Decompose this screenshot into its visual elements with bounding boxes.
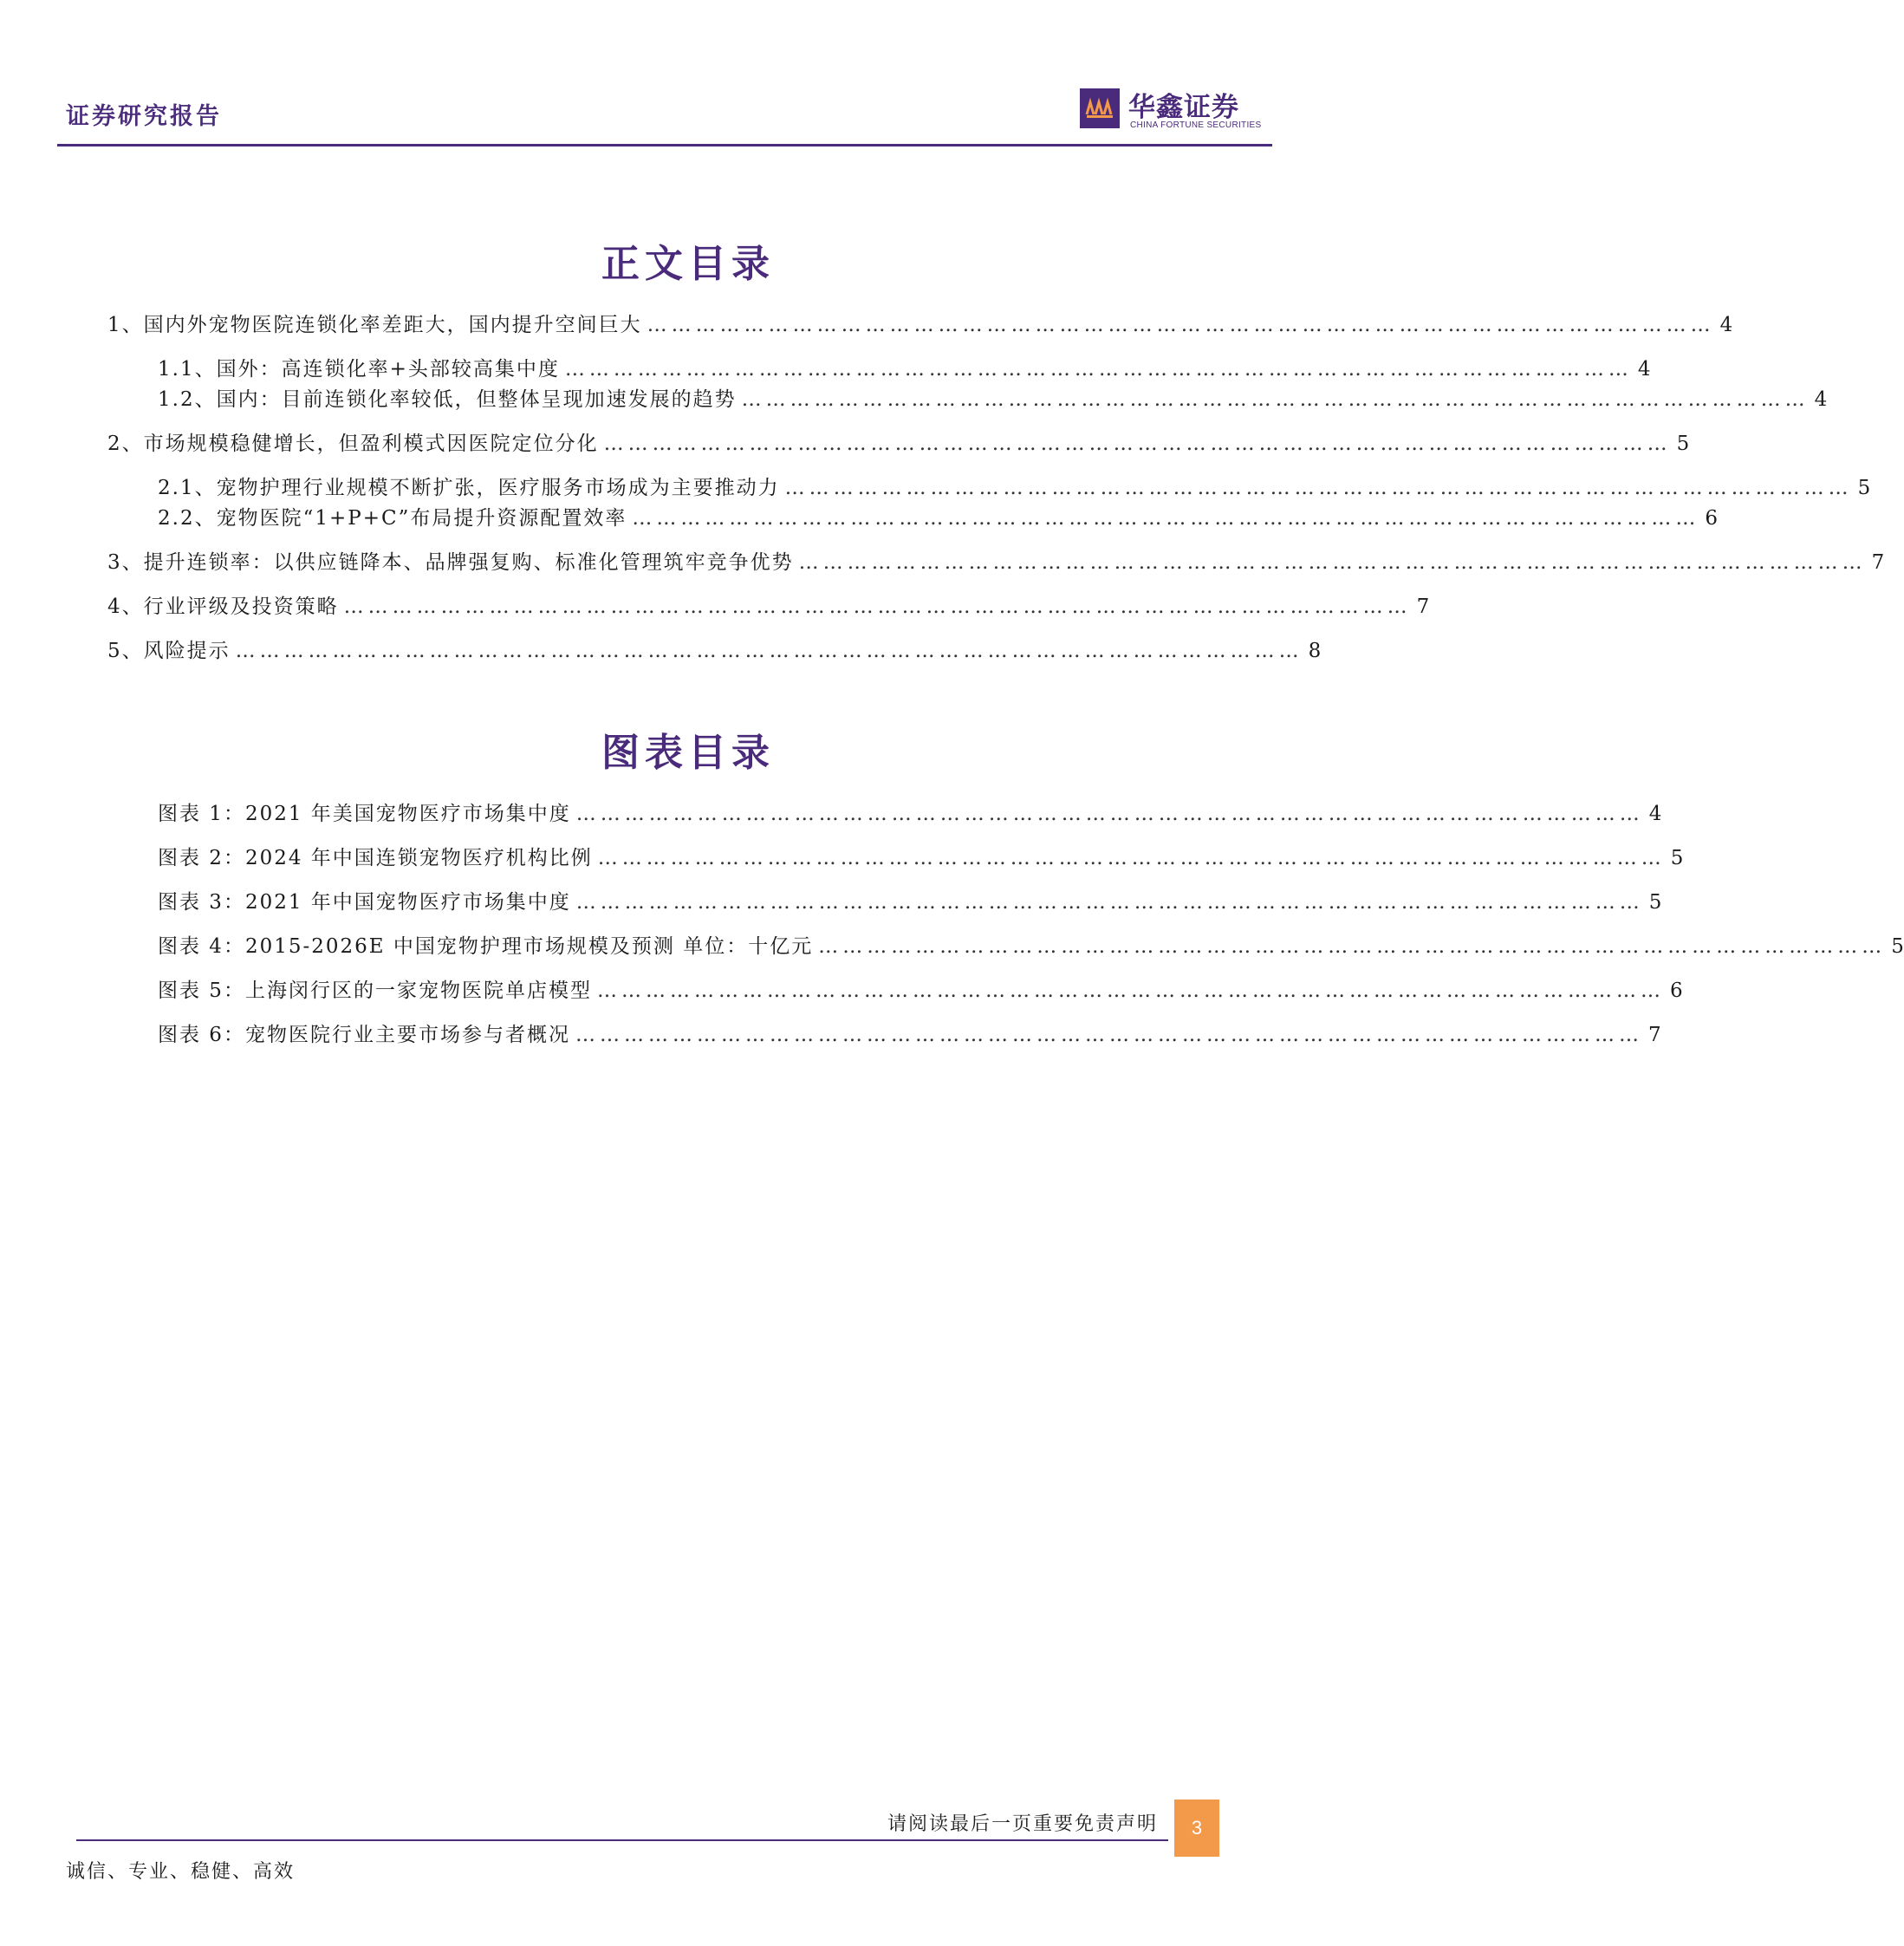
toc-entry-number: 1.1、 bbox=[158, 358, 217, 381]
toc-leader-dots: …………………………………………………………………………………………………………………… bbox=[564, 358, 1633, 381]
chart-toc-entry[interactable] bbox=[158, 930, 1904, 960]
toc-entry-page: 4 bbox=[1719, 314, 1733, 336]
toc-entry-number: 2.1、 bbox=[158, 477, 217, 499]
toc-entry-number: 1.2、 bbox=[158, 388, 217, 411]
disclaimer-note: 请阅读最后一页重要免责声明 bbox=[887, 1813, 1158, 1835]
toc-leader-dots: …………………………………………………………………………………………………………………… bbox=[235, 640, 1303, 662]
toc-leader-dots: …………………………………………………………………………………………………………………… bbox=[575, 803, 1644, 825]
toc-entry-title: 风险提示 bbox=[143, 640, 231, 662]
toc-entry-title: 行业评级及投资策略 bbox=[143, 596, 339, 618]
toc-entry-number: 2.2、 bbox=[158, 507, 217, 530]
logo-mark-icon bbox=[1080, 88, 1120, 128]
toc-entry-title: 市场规模稳健增长，但盈利模式因医院定位分化 bbox=[143, 433, 599, 455]
toc-entry[interactable] bbox=[107, 427, 1690, 457]
chart-toc-entry-page: 7 bbox=[1647, 1024, 1661, 1046]
toc-entry-number: 3、 bbox=[107, 551, 144, 574]
chart-toc-entry-page: 4 bbox=[1648, 803, 1662, 825]
chart-toc-entry-title: 图表 6：宠物医院行业主要市场参与者概况 bbox=[158, 1024, 570, 1046]
toc-leader-dots: …………………………………………………………………………………………………………………… bbox=[818, 935, 1887, 958]
toc-leader-dots: …………………………………………………………………………………………………………………… bbox=[597, 847, 1666, 869]
chart-toc-entry[interactable] bbox=[158, 1019, 1661, 1048]
chart-toc-entry-title: 图表 5：上海闵行区的一家宠物医院单店模型 bbox=[158, 980, 592, 1002]
toc-leader-dots: …………………………………………………………………………………………………………………… bbox=[784, 477, 1853, 499]
toc-entry-number: 1、 bbox=[107, 314, 144, 336]
logo-english-name: CHINA FORTUNE SECURITIES bbox=[1130, 120, 1262, 130]
chart-toc-entry-page: 6 bbox=[1669, 980, 1683, 1002]
toc-entry-page: 7 bbox=[1871, 551, 1885, 574]
chart-toc-entry-title: 图表 2：2024 年中国连锁宠物医疗机构比例 bbox=[158, 847, 593, 869]
toc-entry[interactable] bbox=[107, 309, 1733, 338]
toc-leader-dots: …………………………………………………………………………………………………………………… bbox=[632, 507, 1700, 530]
toc-leader-dots: …………………………………………………………………………………………………………………… bbox=[575, 1024, 1643, 1046]
toc-entry[interactable] bbox=[107, 590, 1430, 620]
toc-entry[interactable] bbox=[107, 546, 1885, 576]
toc-entry-number: 4、 bbox=[107, 596, 144, 618]
chart-toc-entry[interactable] bbox=[158, 797, 1662, 827]
toc-leader-dots: …………………………………………………………………………………………………………………… bbox=[798, 551, 1867, 574]
page-number-badge: 3 bbox=[1174, 1800, 1219, 1857]
footer-divider bbox=[76, 1839, 1168, 1841]
chart-toc-entry[interactable] bbox=[158, 842, 1684, 871]
toc-entry-title: 宠物护理行业规模不断扩张，医疗服务市场成为主要推动力 bbox=[216, 477, 780, 499]
company-slogan: 诚信、专业、稳健、高效 bbox=[66, 1861, 296, 1883]
toc-entry-page: 5 bbox=[1857, 477, 1871, 499]
chart-toc-entry-page: 5 bbox=[1670, 847, 1684, 869]
chart-toc-entry-page: 5 bbox=[1648, 891, 1662, 914]
main-toc-title: 正文目录 bbox=[601, 242, 775, 286]
toc-entry-page: 4 bbox=[1814, 388, 1828, 411]
toc-entry[interactable] bbox=[158, 472, 1871, 501]
toc-entry-title: 国内外宠物医院连锁化率差距大，国内提升空间巨大 bbox=[143, 314, 642, 336]
toc-entry-number: 2、 bbox=[107, 433, 144, 455]
logo-chinese-name: 华鑫证券 bbox=[1128, 92, 1239, 123]
header-divider bbox=[57, 144, 1272, 146]
chart-toc-title: 图表目录 bbox=[601, 731, 775, 775]
toc-leader-dots: …………………………………………………………………………………………………………………… bbox=[741, 388, 1810, 411]
toc-leader-dots: …………………………………………………………………………………………………………………… bbox=[575, 891, 1644, 914]
chart-toc-entry[interactable] bbox=[158, 886, 1662, 915]
toc-leader-dots: …………………………………………………………………………………………………………………… bbox=[343, 596, 1412, 618]
toc-entry-title: 国外：高连锁化率+头部较高集中度 bbox=[216, 358, 560, 381]
company-logo bbox=[1080, 88, 1262, 133]
toc-leader-dots: …………………………………………………………………………………………………………………… bbox=[603, 433, 1672, 455]
toc-entry-title: 国内：目前连锁化率较低，但整体呈现加速发展的趋势 bbox=[216, 388, 737, 411]
toc-entry[interactable] bbox=[158, 502, 1718, 531]
toc-entry-title: 宠物医院“1+P+C”布局提升资源配置效率 bbox=[216, 507, 627, 530]
toc-entry[interactable] bbox=[158, 383, 1828, 413]
toc-entry-page: 8 bbox=[1308, 640, 1322, 662]
toc-entry-page: 5 bbox=[1676, 433, 1690, 455]
chart-toc-entry[interactable] bbox=[158, 974, 1683, 1004]
chart-toc-entry-title: 图表 3：2021 年中国宠物医疗市场集中度 bbox=[158, 891, 571, 914]
toc-entry-page: 7 bbox=[1416, 596, 1430, 618]
chart-toc-entry-page: 5 bbox=[1891, 935, 1904, 958]
toc-entry[interactable] bbox=[158, 353, 1651, 382]
toc-entry-title: 提升连锁率：以供应链降本、品牌强复购、标准化管理筑牢竞争优势 bbox=[143, 551, 794, 574]
toc-entry-page: 4 bbox=[1637, 358, 1651, 381]
report-type-label: 证券研究报告 bbox=[66, 103, 222, 130]
toc-entry[interactable] bbox=[107, 635, 1322, 664]
toc-entry-page: 6 bbox=[1705, 507, 1718, 530]
chart-toc-entry-title: 图表 1：2021 年美国宠物医疗市场集中度 bbox=[158, 803, 571, 825]
chart-toc-entry-title: 图表 4：2015-2026E 中国宠物护理市场规模及预测 单位：十亿元 bbox=[158, 935, 814, 958]
toc-leader-dots: …………………………………………………………………………………………………………………… bbox=[647, 314, 1715, 336]
toc-leader-dots: …………………………………………………………………………………………………………………… bbox=[596, 980, 1665, 1002]
toc-entry-number: 5、 bbox=[107, 640, 144, 662]
